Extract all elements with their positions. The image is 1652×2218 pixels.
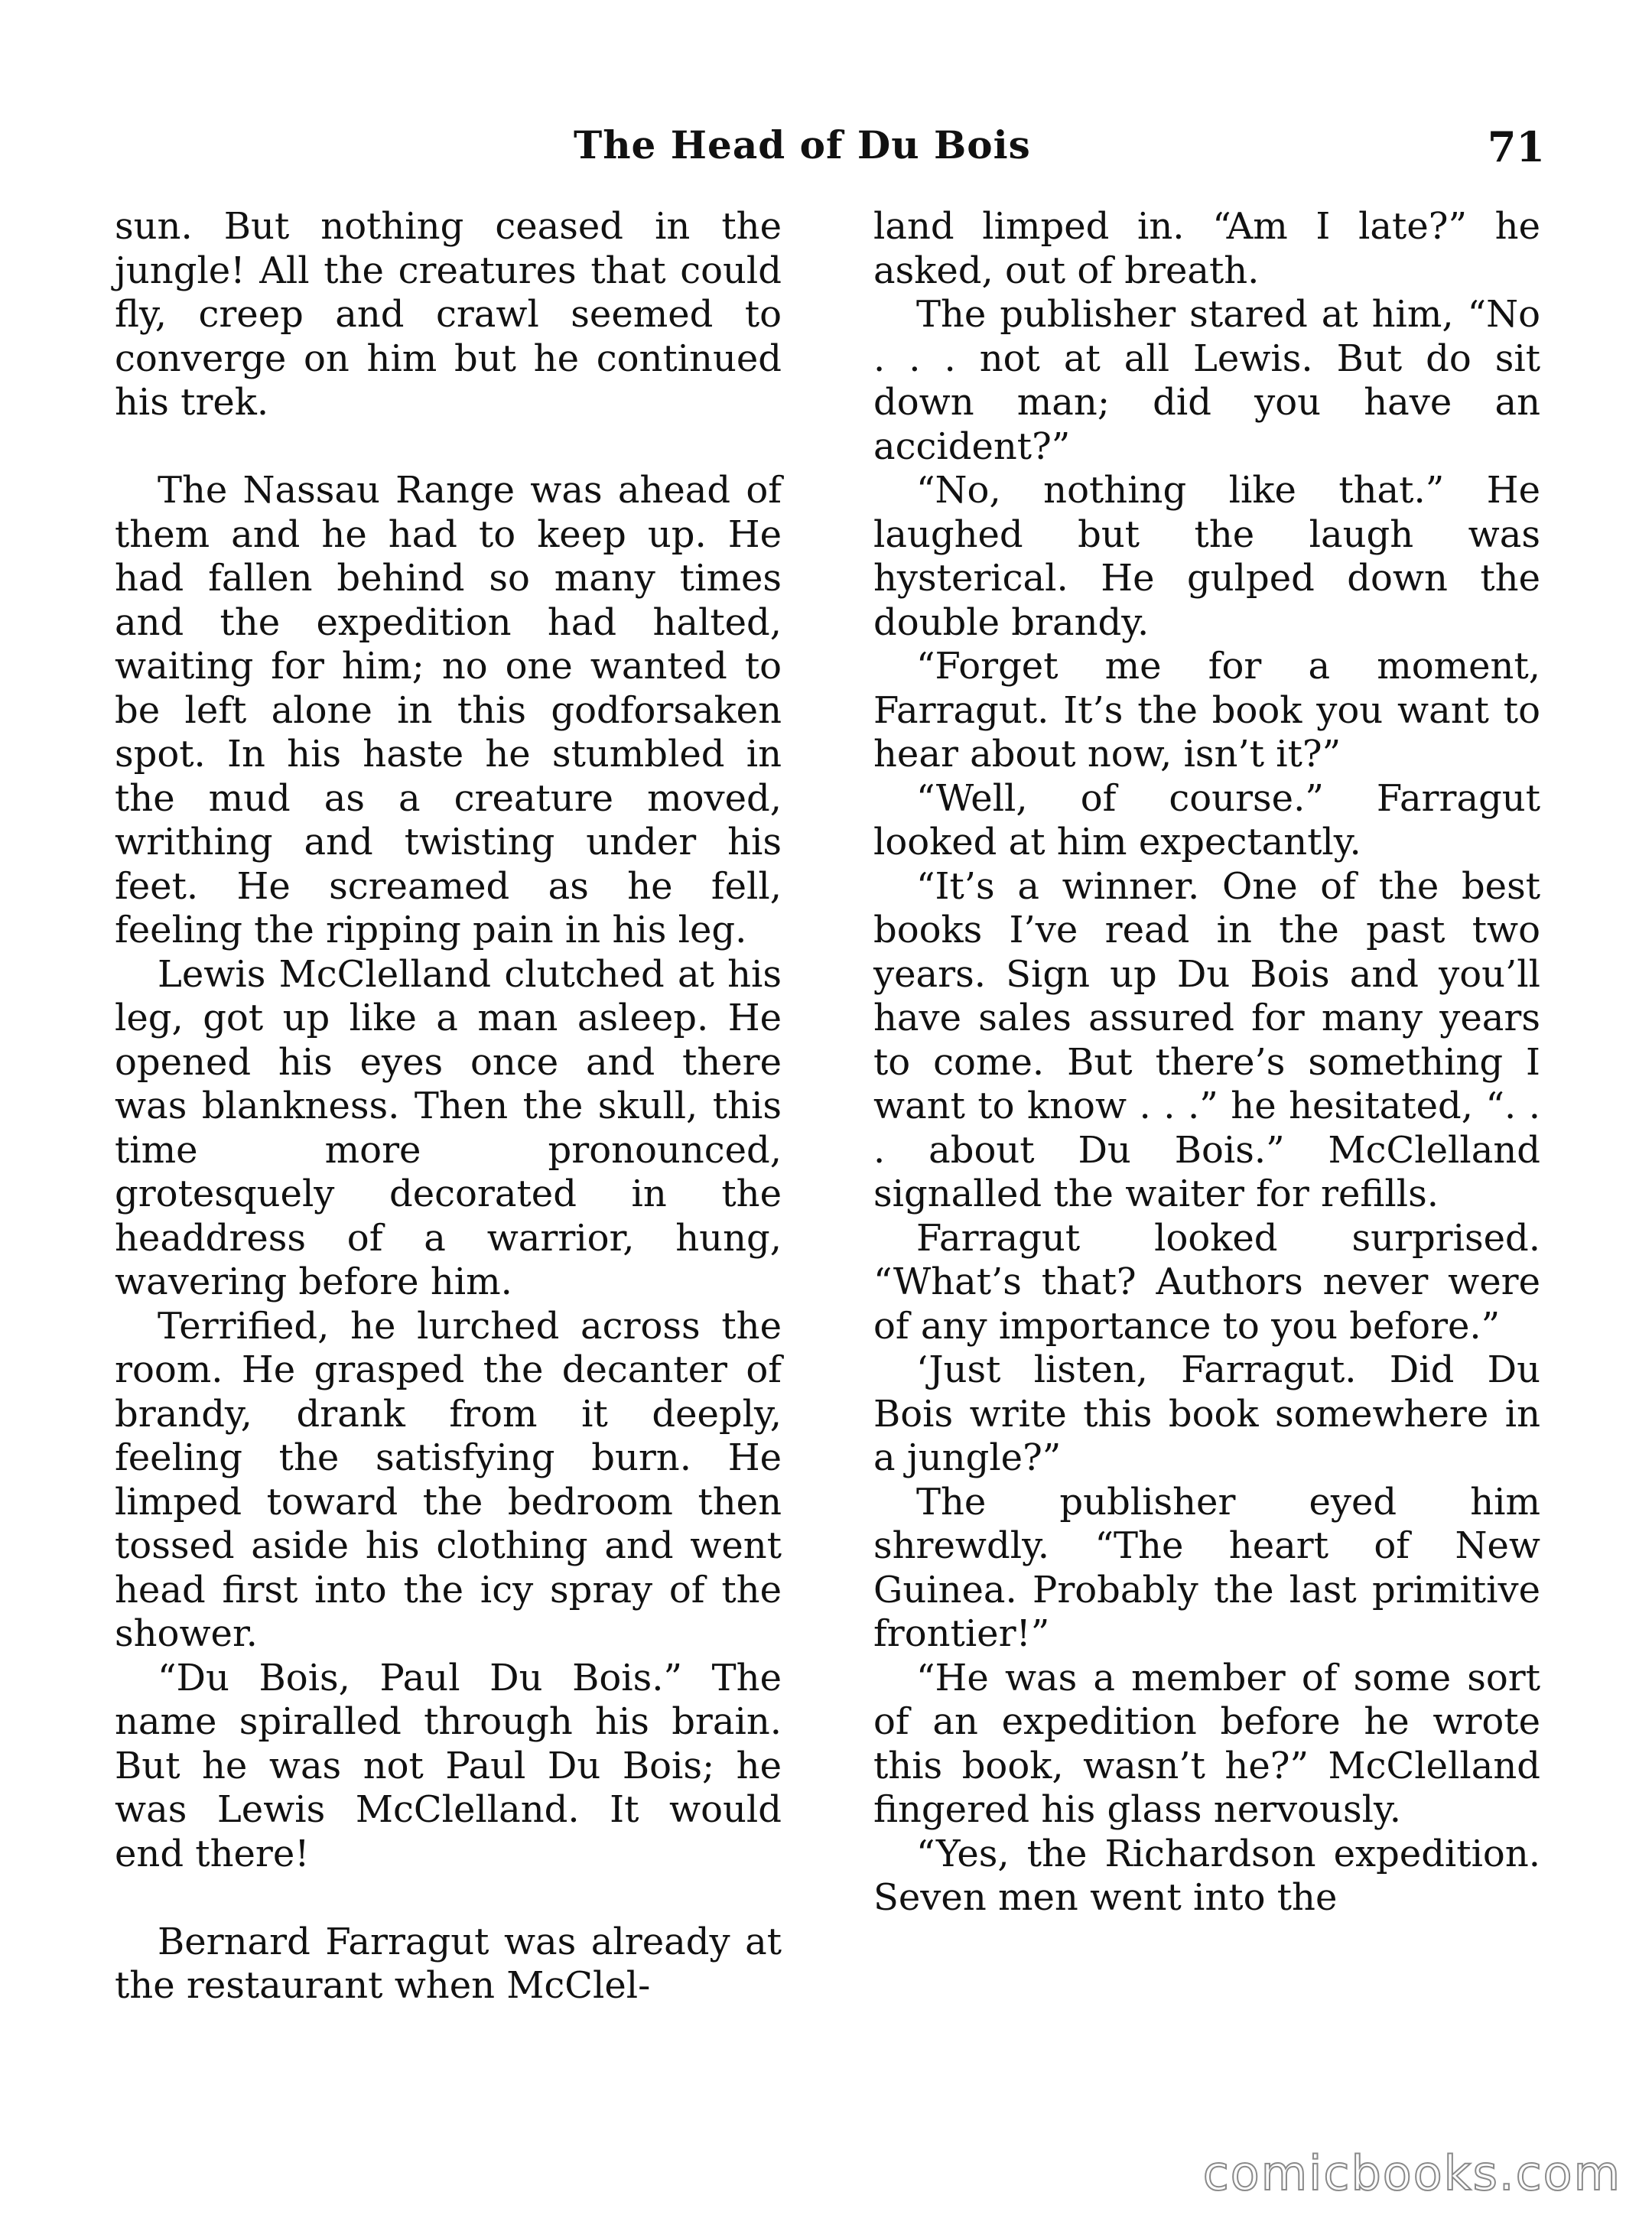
paragraph: Farragut looked surprised. “What’s that? Authors never were of any importance to you before.”: [873, 1216, 1540, 1348]
paragraph: The Nassau Range was ahead of them and he had to keep up. He had fallen behind so many times and the expedition had halted, waiting for him; no one wanted to be left alone in this godforsaken spot. In his haste he stumbled in the mud as a creature moved, writhing and twisting under his feet. He screamed as he fell, feeling the ripping pain in his leg.: [115, 469, 782, 951]
paragraph: The publisher stared at him, “No . . . not at all Lewis. But do sit down man; did you have an accident?”: [873, 293, 1540, 468]
right-column: [873, 205, 1540, 1920]
paragraph: land limped in. “Am I late?” he asked, out of breath.: [873, 205, 1540, 292]
left-column: [115, 205, 782, 2008]
paragraph: “Well, of course.” Farragut looked at him expectantly.: [873, 776, 1540, 863]
paragraph: sun. But nothing ceased in the jungle! All the creatures that could fly, creep and crawl seemed to converge on him but he continued his trek.: [115, 205, 782, 424]
paragraph: Lewis McClelland clutched at his leg, got up like a man asleep. He opened his eyes once and there was blankness. Then the skull, this time more pronounced, grotesquely decorated in the headdress of a warrior, hung, wavering before him.: [115, 952, 782, 1303]
paragraph: ‘Just listen, Farragut. Did Du Bois write this book somewhere in a jungle?”: [873, 1348, 1540, 1479]
paragraph: “He was a member of some sort of an expedition before he wrote this book, wasn’t he?” McClelland fingered his glass nervously.: [873, 1656, 1540, 1831]
watermark: comicbooks.com: [1202, 2145, 1621, 2201]
paragraph: “No, nothing like that.” He laughed but the laugh was hysterical. He gulped down the double brandy.: [873, 469, 1540, 644]
page-number: 71: [1487, 122, 1545, 171]
paragraph: Bernard Farragut was already at the restaurant when McClel-: [115, 1920, 782, 2007]
paragraph: “Forget me for a moment, Farragut. It’s the book you want to hear about now, isn’t it?”: [873, 645, 1540, 776]
paragraph: “Yes, the Richardson expedition. Seven men went into the: [873, 1832, 1540, 1919]
paragraph: Terrified, he lurched across the room. He grasped the decanter of brandy, drank from it deeply, feeling the satisfying burn. He limped toward the bedroom then tossed aside his clothing and went head first into the icy spray of the shower.: [115, 1304, 782, 1655]
paragraph: “Du Bois, Paul Du Bois.” The name spiralled through his brain. But he was not Paul Du Bois; he was Lewis McClelland. It would end there!: [115, 1656, 782, 1875]
paragraph: The publisher eyed him shrewdly. “The heart of New Guinea. Probably the last primitive frontier!”: [873, 1480, 1540, 1655]
running-title: The Head of Du Bois: [574, 122, 1031, 167]
paragraph: “It’s a winner. One of the best books I’ve read in the past two years. Sign up Du Bois and you’ll have sales assured for many years to come. But there’s something I want to know . . .” he hesitated, “. . . about Du Bois.” McClelland signalled the waiter for refills.: [873, 864, 1540, 1215]
running-header: [115, 122, 1545, 184]
